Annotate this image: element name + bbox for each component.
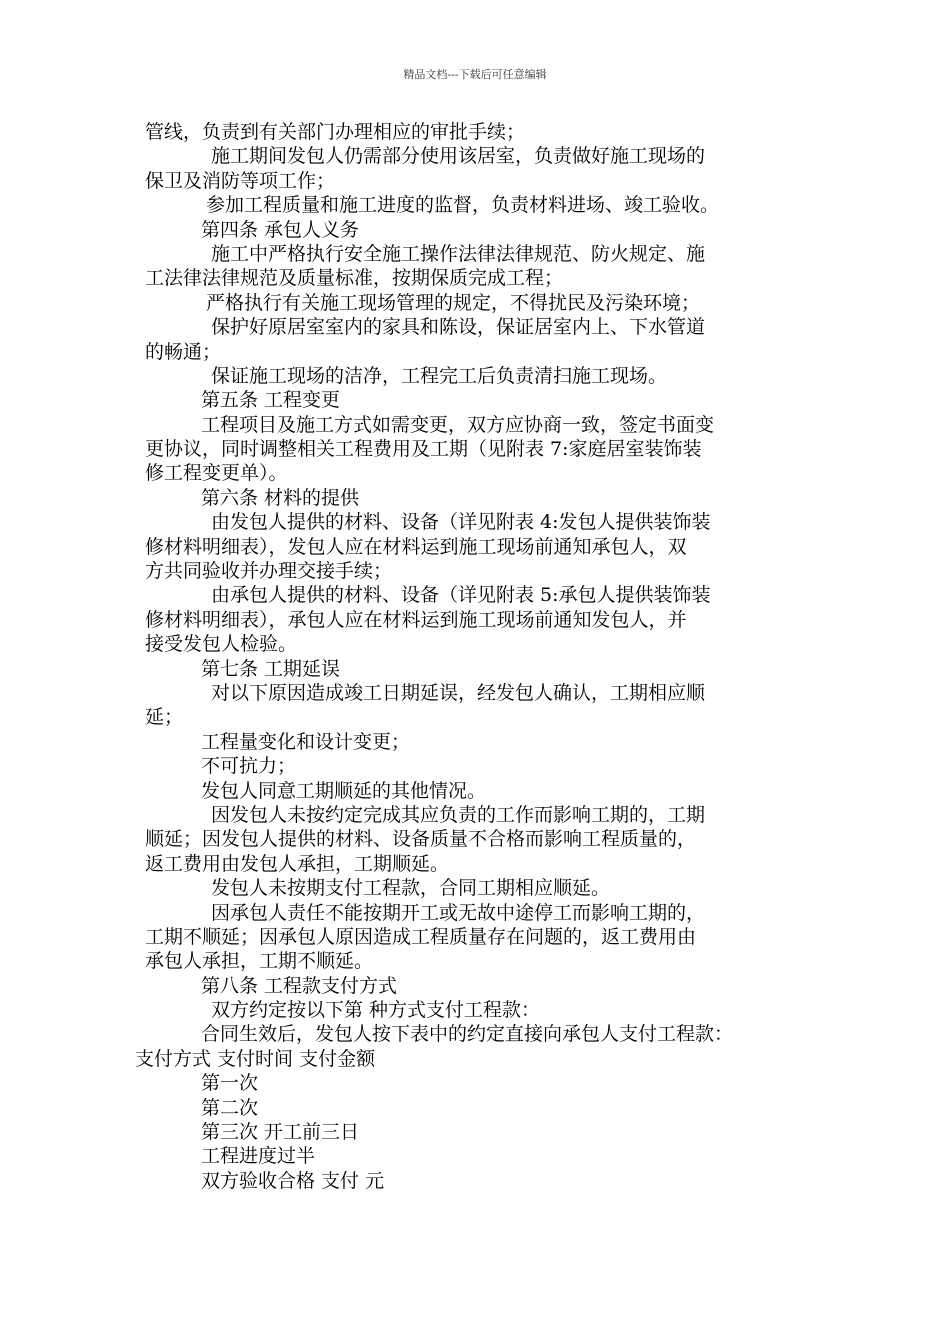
text-line: 施工中严格执行安全施工操作法律法律规范、防火规定、施: [211, 242, 706, 265]
text-line: 第七条 工期延误: [201, 657, 341, 680]
text-line: 工期不顺延；因承包人原因造成工程质量存在问题的，返工费用由: [145, 925, 697, 948]
text-line: 修材料明细表），发包人应在材料运到施工现场前通知承包人，双: [145, 535, 687, 558]
text-line: 不可抗力；: [201, 755, 297, 778]
text-line: 双方约定按以下第 种方式支付工程款：: [211, 999, 541, 1022]
text-line: 工程进度过半: [201, 1145, 316, 1168]
text-line: 第三次 开工前三日: [201, 1121, 360, 1144]
text-line: 第二次: [201, 1096, 259, 1119]
text-line: 发包人未按期支付工程款，合同工期相应顺延。: [211, 877, 611, 900]
page-header: 精品文档---下载后可任意编辑: [403, 68, 547, 81]
text-line: 保卫及消防等项工作；: [145, 169, 336, 192]
text-line: 合同生效后，发包人按下表中的约定直接向承包人支付工程款：: [201, 1023, 734, 1046]
text-line: 第四条 承包人义务: [201, 218, 360, 241]
text-line: 返工费用由发包人承担，工期顺延。: [145, 852, 450, 875]
text-line: 更协议，同时调整相关工程费用及工期（见附表 7:家庭居室装饰装: [145, 438, 702, 461]
text-line: 保护好原居室室内的家具和陈设，保证居室内上、下水管道: [211, 316, 706, 339]
document-body: [135, 120, 815, 1193]
text-line: 因承包人责任不能按期开工或无故中途停工而影响工期的，: [211, 901, 706, 924]
text-line: 第六条 材料的提供: [201, 486, 360, 509]
text-line: 参加工程质量和施工进度的监督，负责材料进场、竣工验收。: [206, 194, 720, 217]
text-line: 支付方式 支付时间 支付金额: [135, 1047, 376, 1070]
text-line: 对以下原因造成竣工日期延误，经发包人确认，工期相应顺: [211, 681, 706, 704]
text-line: 由发包人提供的材料、设备（详见附表 4:发包人提供装饰装: [211, 511, 711, 534]
text-line: 发包人同意工期顺延的其他情况。: [201, 779, 487, 802]
text-line: 双方验收合格 支付 元: [201, 1169, 385, 1192]
text-line: 工程项目及施工方式如需变更，双方应协商一致，签定书面变: [201, 413, 715, 436]
text-line: 的畅通；: [145, 340, 222, 363]
text-line: 第一次: [201, 1072, 259, 1095]
text-line: 工程量变化和设计变更；: [201, 730, 411, 753]
text-line: 因发包人未按约定完成其应负责的工作而影响工期的，工期: [211, 803, 706, 826]
text-line: 修工程变更单）。: [145, 462, 288, 485]
text-line: 由承包人提供的材料、设备（详见附表 5:承包人提供装饰装: [211, 584, 711, 607]
text-line: 接受发包人检验。: [145, 633, 298, 656]
text-line: 严格执行有关施工现场管理的规定，不得扰民及污染环境；: [206, 291, 701, 314]
text-line: 保证施工现场的洁净，工程完工后负责清扫施工现场。: [211, 364, 668, 387]
text-line: 延；: [145, 706, 184, 729]
text-line: 承包人承担，工期不顺延。: [145, 950, 374, 973]
text-line: 顺延；因发包人提供的材料、设备质量不合格而影响工程质量的，: [145, 828, 697, 851]
text-line: 第八条 工程款支付方式: [201, 974, 398, 997]
text-line: 管线，负责到有关部门办理相应的审批手续；: [145, 121, 526, 143]
text-line: 修材料明细表），承包人应在材料运到施工现场前通知发包人，并: [145, 608, 687, 631]
text-line: 第五条 工程变更: [201, 389, 341, 412]
text-line: 施工期间发包人仍需部分使用该居室，负责做好施工现场的: [211, 145, 706, 168]
text-line: 工法律法律规范及质量标准，按期保质完成工程；: [145, 267, 564, 290]
text-line: 方共同验收并办理交接手续；: [145, 560, 393, 583]
